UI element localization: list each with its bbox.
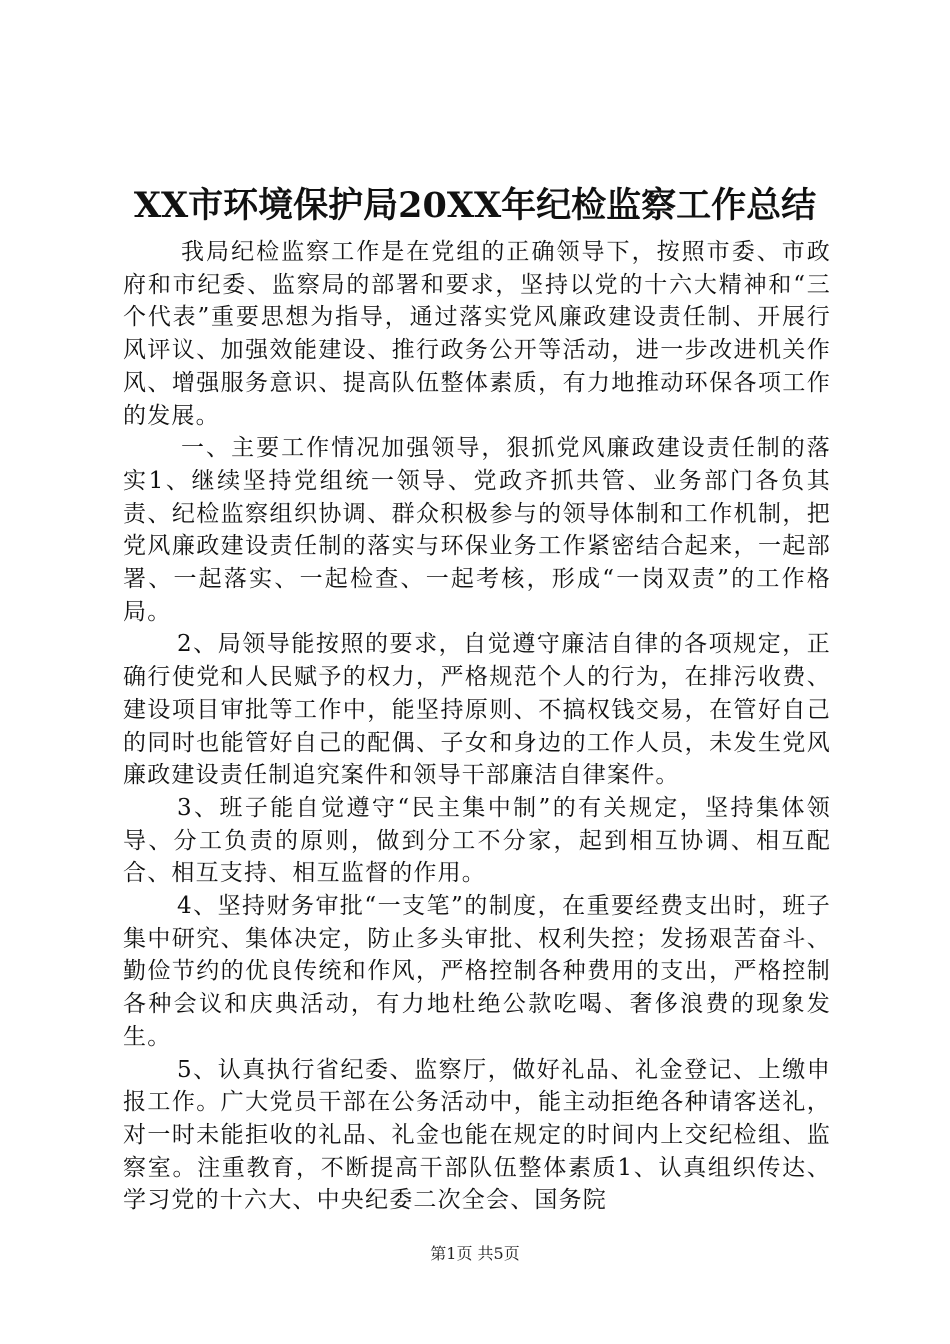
paragraph-intro: 我局纪检监察工作是在党组的正确领导下，按照市委、市政府和市纪委、监察局的部署和要求，坚持以党的十六大精神和“三个代表”重要思想为指导，通过落实党风廉政建设责任制、开展行风评议、加强效能建设、推行政务公开等活动，进一步改进机关作风、增强服务意识、提高队伍整体素质，有力地推动环保各项工作的发展。 (123, 239, 831, 429)
paragraph-item-4: 4、坚持财务审批“一支笔”的制度，在重要经费支出时，班子集中研究、集体决定，防止多头审批、权利失控；发扬艰苦奋斗、勤俭节约的优良传统和作风，严格控制各种费用的支出，严格控制各种会议和庆典活动，有力地杜绝公款吃喝、奢侈浪费的现象发生。 (123, 893, 831, 1050)
paragraph-section-1: 一、主要工作情况加强领导，狠抓党风廉政建设责任制的落实1、继续坚持党组统一领导、党政齐抓共管、业务部门各负其责、纪检监察组织协调、群众积极参与的领导体制和工作机制，把党风廉政建设责任制的落实与环保业务工作紧密结合起来，一起部署、一起落实、一起检查、一起考核，形成“一岗双责”的工作格局。 (123, 435, 831, 625)
paragraph-item-3: 3、班子能自觉遵守“民主集中制”的有关规定，坚持集体领导、分工负责的原则，做到分工不分家，起到相互协调、相互配合、相互支持、相互监督的作用。 (123, 794, 831, 887)
page-footer: 第1页 共5页 (430, 1244, 520, 1263)
document-body (123, 236, 831, 1217)
paragraph-item-2: 2、局领导能按照的要求，自觉遵守廉洁自律的各项规定，正确行使党和人民赋予的权力，严格规范个人的行为，在排污收费、建设项目审批等工作中，能坚持原则、不搞权钱交易，在管好自己的同时也能管好自己的配偶、子女和身边的工作人员，未发生党风廉政建设责任制追究案件和领导干部廉洁自律案件。 (123, 631, 831, 789)
document-title: XX市环境保护局20XX年纪检监察工作总结 (133, 185, 817, 226)
paragraph-item-5: 5、认真执行省纪委、监察厅，做好礼品、礼金登记、上缴申报工作。广大党员干部在公务活动中，能主动拒绝各种请客送礼，对一时未能拒收的礼品、礼金也能在规定的时间内上交纪检组、监察室。注重教育，不断提高干部队伍整体素质1、认真组织传达、学习党的十六大、中央纪委二次全会、国务院 (123, 1056, 831, 1214)
